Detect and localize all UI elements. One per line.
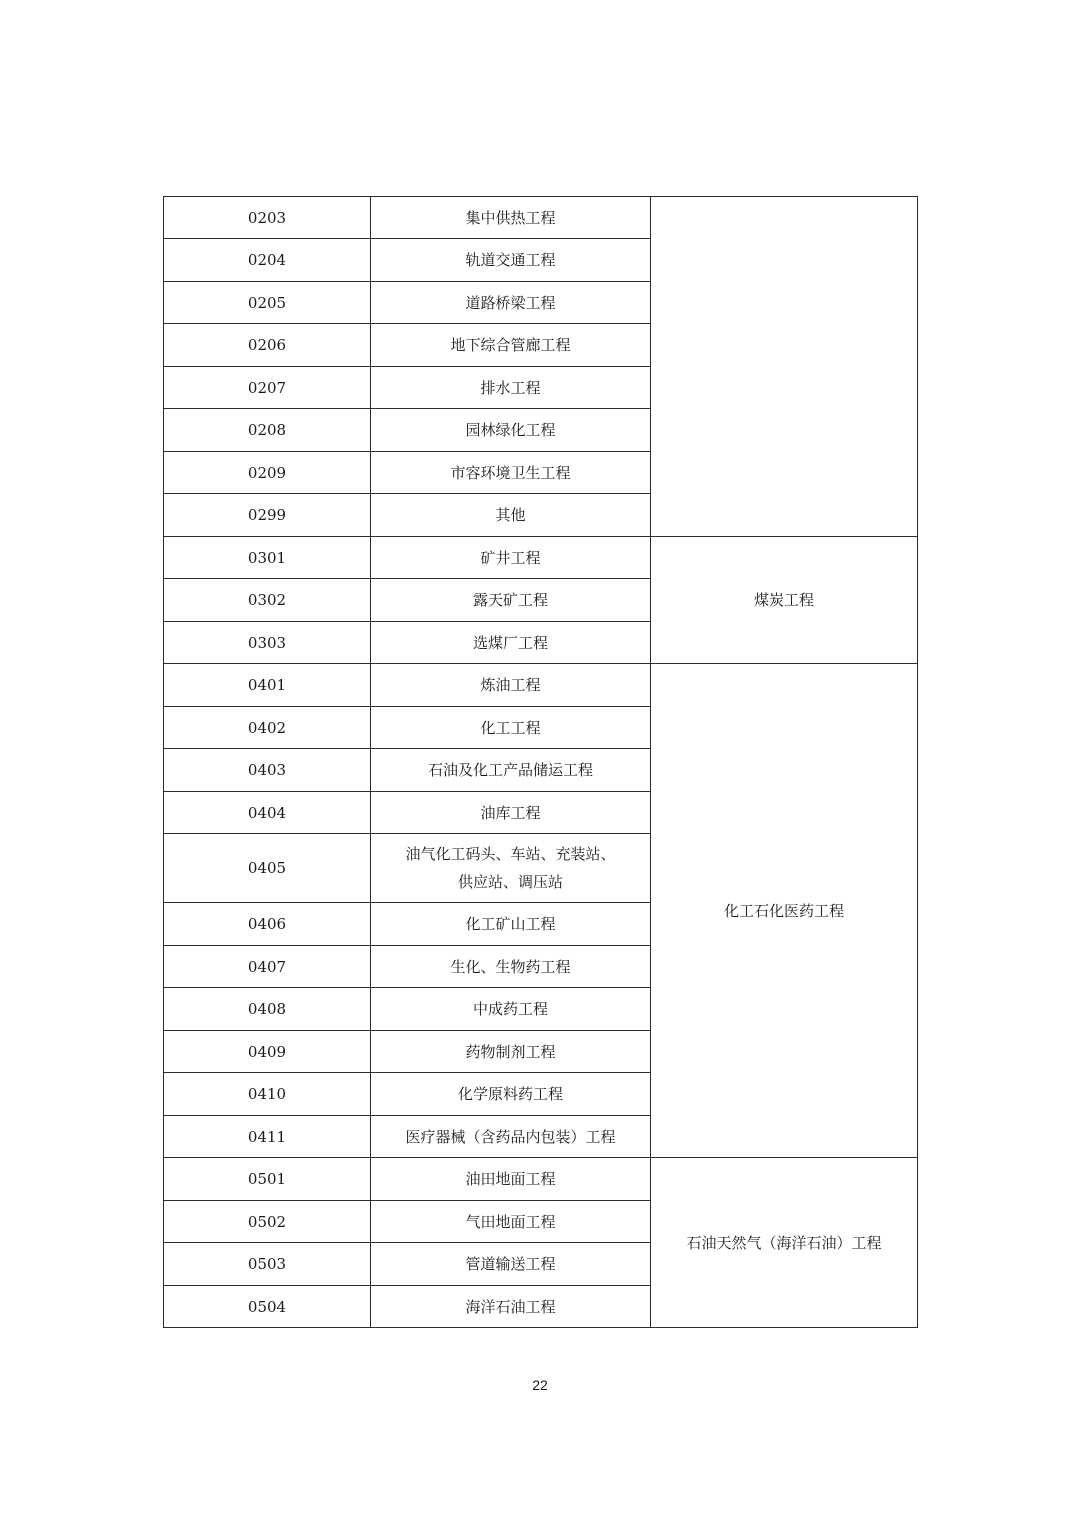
row-code: 0303 bbox=[164, 622, 371, 664]
row-code: 0407 bbox=[164, 946, 371, 988]
row-code: 0209 bbox=[164, 452, 371, 494]
row-name: 管道输送工程 bbox=[371, 1243, 651, 1286]
row-code: 0408 bbox=[164, 988, 371, 1031]
row-code: 0301 bbox=[164, 537, 371, 579]
row-name: 化工工程 bbox=[371, 707, 651, 749]
row-code: 0410 bbox=[164, 1073, 371, 1116]
row-name: 气田地面工程 bbox=[371, 1201, 651, 1243]
row-name: 道路桥梁工程 bbox=[371, 282, 651, 324]
row-name: 矿井工程 bbox=[371, 537, 651, 579]
row-name: 油库工程 bbox=[371, 792, 651, 834]
row-name: 药物制剂工程 bbox=[371, 1031, 651, 1073]
row-code: 0402 bbox=[164, 707, 371, 749]
row-name: 其他 bbox=[371, 494, 651, 537]
row-name: 医疗器械（含药品内包装）工程 bbox=[371, 1116, 651, 1158]
row-name-line: 供应站、调压站 bbox=[457, 873, 563, 891]
row-code: 0503 bbox=[164, 1243, 371, 1286]
row-name: 海洋石油工程 bbox=[371, 1286, 651, 1328]
row-code: 0502 bbox=[164, 1201, 371, 1243]
row-code: 0204 bbox=[164, 239, 371, 282]
row-code: 0403 bbox=[164, 749, 371, 792]
row-name: 地下综合管廊工程 bbox=[371, 324, 651, 367]
row-name: 油田地面工程 bbox=[371, 1158, 651, 1201]
row-code: 0299 bbox=[164, 494, 371, 537]
row-code: 0205 bbox=[164, 282, 371, 324]
row-name: 化学原料药工程 bbox=[371, 1073, 651, 1116]
row-code: 0411 bbox=[164, 1116, 371, 1158]
row-name bbox=[371, 834, 651, 903]
table-row bbox=[164, 664, 918, 707]
row-code: 0401 bbox=[164, 664, 371, 707]
row-name-line: 油气化工码头、车站、充装站、 bbox=[405, 845, 616, 863]
table-row bbox=[164, 1158, 918, 1201]
row-code: 0406 bbox=[164, 903, 371, 946]
table-row bbox=[164, 537, 918, 579]
row-code: 0404 bbox=[164, 792, 371, 834]
category-cell bbox=[651, 197, 918, 537]
page-number: 22 bbox=[532, 1377, 548, 1393]
row-code: 0501 bbox=[164, 1158, 371, 1201]
row-name: 生化、生物药工程 bbox=[371, 946, 651, 988]
row-name: 露天矿工程 bbox=[371, 579, 651, 622]
row-code: 0504 bbox=[164, 1286, 371, 1328]
row-code: 0409 bbox=[164, 1031, 371, 1073]
row-code: 0405 bbox=[164, 834, 371, 903]
row-name: 石油及化工产品储运工程 bbox=[371, 749, 651, 792]
row-name: 炼油工程 bbox=[371, 664, 651, 707]
category-cell: 化工石化医药工程 bbox=[651, 664, 918, 1158]
row-code: 0207 bbox=[164, 367, 371, 409]
row-name: 中成药工程 bbox=[371, 988, 651, 1031]
row-code: 0208 bbox=[164, 409, 371, 452]
table-row bbox=[164, 197, 918, 239]
row-code: 0203 bbox=[164, 197, 371, 239]
category-cell: 煤炭工程 bbox=[651, 537, 918, 664]
row-name: 市容环境卫生工程 bbox=[371, 452, 651, 494]
row-name: 集中供热工程 bbox=[371, 197, 651, 239]
row-name: 化工矿山工程 bbox=[371, 903, 651, 946]
row-name: 排水工程 bbox=[371, 367, 651, 409]
industry-code-table bbox=[163, 196, 918, 1328]
row-code: 0302 bbox=[164, 579, 371, 622]
row-name: 园林绿化工程 bbox=[371, 409, 651, 452]
row-code: 0206 bbox=[164, 324, 371, 367]
category-cell: 石油天然气（海洋石油）工程 bbox=[651, 1158, 918, 1328]
row-name: 轨道交通工程 bbox=[371, 239, 651, 282]
row-name: 选煤厂工程 bbox=[371, 622, 651, 664]
